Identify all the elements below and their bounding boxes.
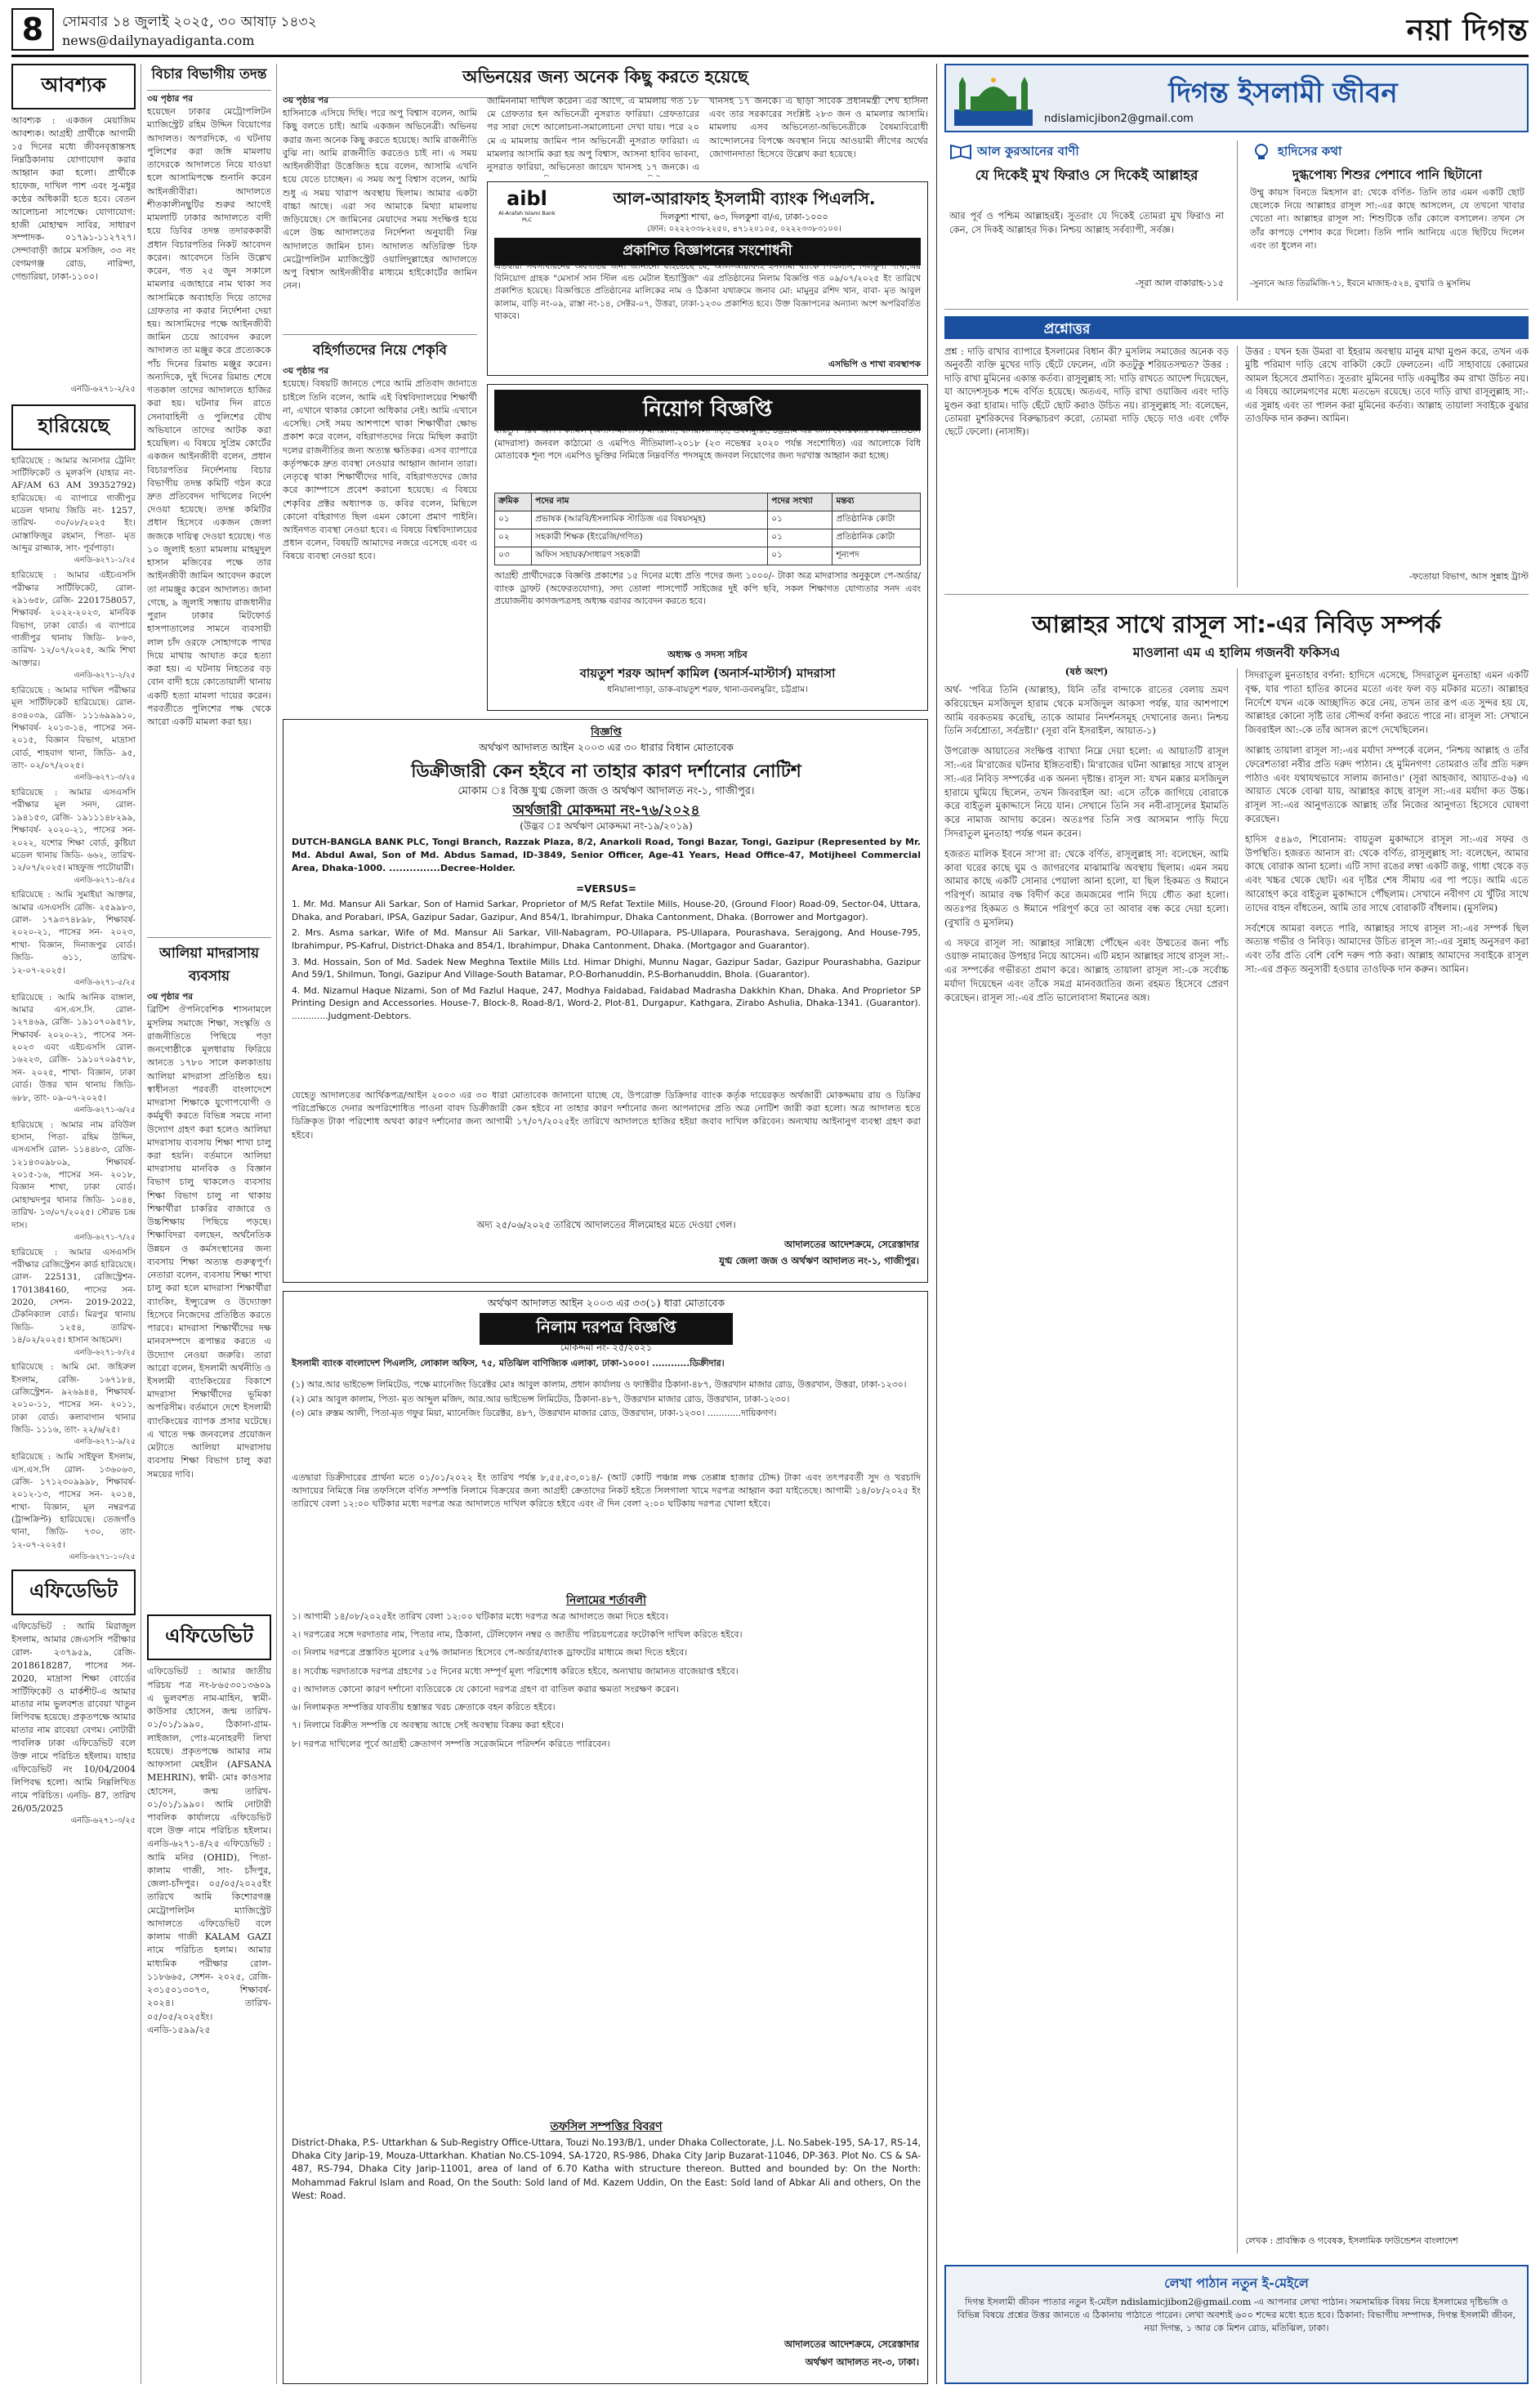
lost-item-code: এনডি-৬২৭১-৬/২৫ (74, 1105, 136, 1114)
job-table-cell: ০১ (495, 511, 532, 529)
lost-item-code: এনডি-৬২৭১-৫/২৫ (74, 977, 136, 987)
lost-item: হারিয়েছে : আমি আনিক বাঙ্গাল, আমার এস.এস.সি. রোল- ১২৭৪৬৯, রেজি- ১৯১০৭০৯৫৭৮, শিক্ষাবর্ষ- ২০২০-২১, পাসের সন- ২০২৩ এবং এইচএসসি রোল- ১৬২২৩, রেজি- ১৯১০৭০৯৫৭৮, সন- ২০২৫, শাখা- বিজ্ঞান, ঢাকা বোর্ড। উত্তর খান থানায় জিডি- ৬৮৮, তাং- ০৯-০৭-২০২৫। (11, 992, 136, 1103)
hadith-ref: -সুনানে আত তিরমিজি-৭১, ইবনে মাজাহ-৫২৪, বুখারি ও মুসলিম (1250, 279, 1471, 288)
defendant-entry: (৩) মোঃ রুস্তম আলী, পিতা-মৃত গফুর মিয়া, ম্যানেজিং ডিরেক্টর, ৪৮৭, উত্তরখান মাজার রোড, উত্তরখান, ঢাকা-১২৩০। ............দায়িকগণ। (292, 1408, 777, 1419)
islam-banner-title: দিগন্ত ইসলামী জীবন (1168, 77, 1398, 109)
email-line[interactable]: news@dailynayadiganta.com (62, 33, 255, 48)
job-ad (487, 384, 928, 711)
main-article-title: আল্লাহর সাথে রাসূল সা:-এর নিবিড় সম্পর্ক (1032, 610, 1441, 638)
lost-item-code: এনডি-৬২৭১-১০/২৫ (69, 1552, 136, 1562)
hadith-title: হাদিসের কথা (1278, 144, 1342, 159)
job-institution: বায়তুশ শরফ আদর্শ কামিল (অনার্স-মাস্টার্স) মাদরাসা (579, 666, 836, 681)
article-title-sau: বহির্গাতদের নিয়ে শেকৃবি (283, 334, 477, 363)
bank-logo-sub: Al-Arafah Islami Bank PLC (498, 210, 556, 223)
term-item: ৮। দরপত্র দাখিলের পূর্বে আগ্রহী ক্রেতাগণ সম্পত্তি সরেজমিনে পরিদর্শন করিতে পারিবেন। (292, 1738, 610, 1749)
defendant-entry: (২) মোঃ আবুল কালাম, পিতা- মৃত আব্দুল মজিদ, আর.আর ভাইভেন্স লিমিটেড, ঠিকানা-৪৮৭, উত্তরখান মাজার রোড, উত্তরখান, ঢাকা-১২৩০। (292, 1393, 790, 1404)
qa-title (944, 316, 1529, 339)
col5 (709, 95, 928, 176)
job-table-cell: প্রতিষ্ঠানিক কোটা (832, 529, 921, 547)
schedule-text: District-Dhaka, P.S- Uttarkhan & Sub-Registry Office-Uttara, Touzi No.193/B/1, under Dhaka Collectorate, J.L. No.Sabek-195, SA-17, RS-14, Dhaka City Jarip-19, Mouza-Uttarkhan. Khatian No.CS-1094, SA-1720, RS-986, Dhaka City Jarip Buzarat-11046, DP-363. Plot No. CS & SA-487, RS-794, Dhaka City Jarip-11001, area of land of 6.70 Katha with structure thereon. Butted and bounded by: On the North: Mohammad Fakrul Islam and Road, On the South: Sold land of Md. Kazem Uddin, On the East: Sold land of Abkar Ali and others, On the West: Road. (292, 2137, 921, 2201)
schedule-title: তফসিল সম্পত্তির বিবরণ (550, 2120, 663, 2133)
lost-item: হারিয়েছে : আমার এসএসসি পরীক্ষার মূল সনদ, রোল- ১৯৪১৫৩, রেজি- ১৯১১১৪৮২৯৯, শিক্ষাবর্ষ- ২০২০-২১, পাসের সন- ২০২২, যশোর শিক্ষা বোর্ড, কুষ্টিয়া মডেল থানায় জিডি- ৬৬২, তারিখ- ১২/০৭/২০২৫। মাহফুজ পাটোয়ারী। (11, 788, 136, 873)
notice-sign-2: যুগ্ম জেলা জজ ও অর্থঋণ আদালত নং-১, গাজীপুর। (719, 1255, 919, 1266)
qa-ref: -ফতোয়া বিভাগ, আস সুন্নাহ ট্রাস্ট (1408, 571, 1529, 582)
page-header (11, 8, 1529, 57)
term-item: ৭। নিলামে বিক্রীত সম্পত্তি যে অবস্থায় আছে সেই অবস্থায় বিক্রয় করা হইবে। (292, 1720, 564, 1731)
article-title-acting: অভিনয়ের জন্য অনেক কিছু করতে হয়েছে (283, 64, 928, 98)
article-text-acting: হাসিনাকে এসিয়ে দিছি। পরে অপু বিশ্বাস বলেন, আমি কিছু বলতে চাই। আমি একজন অভিনেত্রী। অভিনয় করার জন্য অনেক কিছু করতে হয়েছে। আমি রাজনীতি বুঝি না। আমি রাজনীতি করতেও চাই না। এ সময় আইনজীবীরা উত্তেজিত হয়ে বলেন, আসামি এখনি হয়ে যেতে চাচ্ছেন। এ সময় অপু বিশ্বাস বলেন, আমি শুধু এ সময় খারাপ অবস্থায় ছিলাম। আমার একটা বাচ্চা আছে। এরা সব আমাকে মিথ্যা মামলায় জড়িয়েছে। সে জামিনের মেয়াদের সময় সংক্ষিপ্ত হয়ে এলে উচ্চ আদালতের নির্দেশনা অনুযায়ী নিম্ন আদালতে জামিন চান। আদালত অতিরিক্ত চিফ মেট্রোপলিটন ম্যাজিস্ট্রেট ওয়ালিদুল্লাহের আদালতে অপু বিশ্বাস আইনজীবীর মাধ্যমে হাইকোর্টের জামিন নেন। (283, 108, 477, 292)
lost-item-code: এনডি-৬২৭১-৮/২৫ (74, 1347, 136, 1357)
lost-list (11, 455, 136, 1563)
debtor-entry: 4. Md. Nizamul Haque Nizami, Son of Md Fazlul Haque, 247, Modhya Faidabad, Faidabad Madrasha Dakkhin Khan, Dhaka. And Proprietor SP Printing Design and Accessories. House-7, Block-8, Road-8/1, Word-2, Plot-81, Durgapur, Kathgara, Zirabo Ashulia, Dhaka-1341. (Guarantor). .............Judgment-Debtors. (292, 985, 921, 1022)
defendant-list (292, 1378, 921, 1468)
term-item: ২। দরপত্রের সঙ্গে দরদাতার নাম, পিতার নাম, ঠিকানা, টেলিফোন নম্বর ও জাতীয় পরিচয়পত্রের ফটোকপি দাখিল করিতে হইবে। (292, 1629, 743, 1641)
article-paragraph: এ সফরে রাসূল সা: আল্লাহর সান্নিধ্যে পৌঁছেন এবং উম্মতের জন্য পাঁচ ওয়াক্ত নামাজের উপহার নিয়ে আসেন। এটি মহান আল্লাহর সাথে রাসূল সা:-এর সম্পর্কের গভীরতা প্রমাণ করে। আল্লাহ তায়ালা রাসূল সা:-কে সর্বোচ্চ মর্যাদা দিয়েছেন এবং তাঁকে সমগ্র মানবজাতির জন্য রহমত হিসেবে প্রেরণ করেছেন। রাসূল সা:-এর প্রতি ভালোবাসা ঈমানের অঙ্গ। (944, 936, 1229, 1003)
article-paragraph: সিদরাতুল মুনতাহার বর্ণনা: হাদিসে এসেছে, সিদরাতুল মুনতাহা এমন একটি বৃক্ষ, যার পাতা হাতির কানের মতো এবং ফল বড় মটকার মতো। আল্লাহর নির্দেশে যখন একে আচ্ছাদিত করে নেয়, তখন তার রূপ এত সুন্দর হয় যে, আল্লাহর কোনো সৃষ্টি তার সৌন্দর্য বর্ণনা করতে পারে না। রাসূল সা: সেখানে জিবরাইল আ:-কে তাঁর আসল রূপে দেখেছিলেন। (1245, 669, 1529, 736)
terms-title: নিলামের শর্তাবলী (566, 1594, 646, 1607)
divider (1237, 668, 1238, 2253)
job-table-row (495, 529, 921, 547)
islam-section (944, 64, 1529, 2384)
job-body: আগ্রহী প্রার্থীদেরকে বিজ্ঞপ্তি প্রকাশের ১৫ দিনের মধ্যে প্রতি পদের জন্য ১০০০/- টাকা অত্র মাদরাসার অনুকূলে পে-অর্ডার/ব্যাংক ড্রাফট (অফেরতযোগ্য), সদ্য তোলা পাসপোর্ট সাইজের দুই কপি ছবি, সকল শিক্ষাগত যোগ্যতার সনদ এবং প্রয়োজনীয় কাগজপত্রসহ অধ্যক্ষ বরাবর আবেদন করতে হবে। (494, 570, 921, 607)
col1 (11, 64, 136, 2384)
job-table-cell: ০৩ (495, 547, 532, 565)
article-text-inquiry: হয়েছেন ঢাকার মেট্রোপলিটন ম্যাজিস্ট্রেট রহিম উদ্দিন বিয়োগের আদালত। অপরদিকে, এ ঘটনায় পুলিশের করা জঙ্গি মামলায় তাদেরকে আদালতে নিয়ে যাওয়া হলে আসামিপক্ষে শুনানি করেন আইনজীবীরা। আদালতে শীতকালীনছুটির শুরুর আগেই মামলাটি ঢাকার আদালতে বাদী হয়ে ডিবির তদন্ত তদারককারী প্রধান বিচারপতির নিকট আবেদন করেন। আবেদনে তিনি উল্লেখ করেন, গত ২৫ জুন সকালে মামলার এজাহারে নাম থাকা সব আসামিকে অব্যাহতি দিয়ে তাদের গ্রেফতার না করার নির্দেশনা দেয়া হয়। আসামিদের পক্ষে আইনজীবী জামিন চেয়ে আবেদন করলে আদালত তা মঞ্জুর করে প্রত্যেককে পাঁচ দিনের রিমান্ড মঞ্জুর করেন। অন্যদিকে, দুই দিনের রিমান্ড শেষে গতকাল তাদের আদালতে হাজির করা হয়। ঘটনার দিন রাতে সেনাবাহিনী ও পুলিশের যৌথ অভিযানে তাদের আটক করা হয়েছিল। এ বিষয়ে সুপ্রিম কোর্টের একজন আইনজীবী বলেন, প্রধান বিচারপতির নির্দেশনায় বিচার বিভাগীয় তদন্ত কমিটি গঠন করে দ্রুত প্রতিবেদন দাখিলের নির্দেশ দেওয়া হয়েছে। তদন্ত কমিটির প্রধান হিসেবে একজন জেলা জজকে দায়িত্ব দেওয়া হয়েছে। গত ১০ জুলাই হত্যা মামলায় মাহমুদুল হাসান মজিবের পক্ষে তার আইনজীবী জামিন আবেদন করলে তা নামঞ্জুর করেন আদালত। জানা গেছে, ৯ জুলাই সন্ধ্যায় রাজধানীর পুরান ঢাকার মিটফোর্ড হাসপাতালের সামনে ব্যবসায়ী লাল চাঁদ ওরফে সোহাগকে পাথর দিয়ে মাথায় আঘাত করে হত্যা করা হয়। এ ঘটনায় নিহতের বড় বোন বাদী হয়ে কোতোয়ালী থানায় একটি হত্যা মামলা দায়ের করেন। পরবর্তীতে পুলিশের পক্ষ থেকে আরো একটি মামলা করা হয়। (147, 106, 271, 727)
notice-case-from: (উদ্ভব ঃ অর্থঋণ মোকদ্দমা নং-১৯/২০১৯) (520, 820, 693, 832)
lost-item-code: এনডি-৬২৭১-২/২৫ (74, 671, 136, 681)
book-icon (949, 142, 972, 160)
correction-text: এতদ্বারা সর্বসাধারনের অবগতির জন্য জানানো যাইতেছে যে, আল-আরাফাহ ইসলামী ব্যাংক পিএলসি, দিলকুশা শাখা,এর বিনিয়োগ গ্রাহক "মেসার্স সান স্টিল এন্ড মেটাল ইন্ডাস্ট্রিজ" এর প্রতিষ্ঠানের নিলাম বিজ্ঞপ্তি গত ০৯/০৭/২০২৫ ইং তারিখে প্রকাশিত হয়েছে। বিজ্ঞপ্তিতে প্রতিষ্ঠানের মালিকের নাম ও ঠিকানা যথাক্রমে জনাব মো: মামুনুর রশিদ খান, বাবা- মৃত আবুল কালাম, বাড়ি নং-০৯, রাস্তা নং-১৪, সেক্টর-০৭, উত্তরা, ঢাকা-১২৩০ প্রকাশিত হবে। উক্ত বিজ্ঞাপনের অন্যান্য অংশ অপরিবর্তিত থাকবে। (494, 261, 921, 321)
affidavit-heading: এফিডেভিট (11, 1570, 136, 1615)
bank-signature: এসভিপি ও শাখা ব্যবস্থাপক (828, 359, 921, 369)
bank-logo (494, 187, 560, 231)
affidavit-text: এফিডেভিট : আমি মিরাজুল ইসলাম, আমার জেএসসি পরীক্ষার রোল- ২৩৭৯৫৯, রেজি- 2018618287, পাসের সন- 2020, মাদ্রাসা শিক্ষা বোর্ডের সার্টিফিকেট ও মার্কশীট-এ আমার মাতার নাম ভুলবশত রাবেয়া খাতুন লিপিবদ্ধ হয়েছে। প্রকৃতপক্ষে আমার মাতার নাম রাবেয়া বেগম। নোটারী পাবলিক ঢাকা এফিডেভিট বলে উক্ত নামে পরিচিত হইলাম। যাহার এফিডেভিট নং 10/04/2004 লিপিবদ্ধ হলো। আমি নিম্নলিখিত নামে পরিচিত। এনডি- 87, তারিখ 26/05/2025 (11, 1620, 136, 1814)
notice-law: অর্থঋণ আদালত আইন ২০০৩ এর ৩০ ধারার বিধান মোতাবেক (479, 741, 734, 753)
job-table-cell: প্রতিষ্ঠানিক কোটা (832, 511, 921, 529)
date-line: সোমবার ১৪ জুলাই ২০২৫, ৩০ আষাঢ় ১৪৩২ (62, 14, 317, 30)
footer-text: দিগন্ত ইসলামী জীবন পাতার নতুন ই-মেইল ndislamicjibon2@gmail.com -এ আপনার লেখা পাঠান। সমসাময়িক বিষয় নিয়ে ইসলামের দৃষ্টিভঙ্গি ও বিভিন্ন বিষয়ে প্রশ্নের উত্তর জানতে এ ঠিকানায় পাঠাতে পারেন। লেখা অবশ্যই ৬০০ শব্দের মধ্যে হতে হবে। ঠিকানা: বিভাগীয় সম্পাদক, দিগন্ত ইসলামী জীবন, নয়া দিগন্ত, ১ আর কে মিশন রোড, মতিঝিল, ঢাকা। (957, 2297, 1516, 2334)
job-table-wrap (494, 493, 921, 565)
main-article-part: (ষষ্ঠ অংশ) (1065, 666, 1109, 677)
qa-box (944, 309, 1529, 595)
footer-title: লেখা পাঠান নতুন ই-মেইলে (1164, 2275, 1309, 2291)
islam-footer (944, 2265, 1529, 2384)
qa-title-text: প্রশ্নোত্তর (1043, 321, 1091, 337)
article-paragraph: উপরোক্ত আয়াতের সংক্ষিপ্ত ব্যাখ্যা নিম্নে দেয়া হলো: এ আয়াতটি রাসূল সা:-এর মি'রাজের ঘটনার ইঙ্গিতবাহী। মি'রাজের ঘটনা আল্লাহর সাথে রাসূল সা:-এর নিবিড় সম্পর্কের এক অনন্য দৃষ্টান্ত। রাসূল সা: যখন মক্কার মসজিদুল হারামে ঘুমিয়ে ছিলেন, তখন জিবরাইল আ: এসে তাঁকে জাগিয়ে বোরাকে করে বাইতুল মুকাদ্দাসে নিয়ে যান। সেখানে তিনি সব নবী-রাসূলের ইমামতি করে নামাজ আদায় করেন। অতঃপর তিনি সপ্ত আসমান পাড়ি দিয়ে সিদরাতুল মুনতাহা পর্যন্ত গমন করেন। (944, 745, 1229, 839)
article-text-aliya: ব্রিটিশ ঔপনিবেশিক শাসনামলে মুসলিম সমাজে শিক্ষা, সংস্কৃতি ও রাজনীতিতে পিছিয়ে পড়া জনগোষ্ঠীকে মূলধারায় ফিরিয়ে আনতে ১৭৮০ সালে কলকাতায় আলিয়া মাদরাসা প্রতিষ্ঠিত হয়। স্বাধীনতা পরবর্তী বাংলাদেশে মাদরাসা শিক্ষাকে যুগোপযোগী ও কর্মমুখী করতে বিভিন্ন সময়ে নানা উদ্যোগ গ্রহণ করা হলেও আলিয়া মাদরাসায় ব্যবসায় শিক্ষা শাখা চালু করা হয়নি। বর্তমানে আলিয়া মাদরাসায় মানবিক ও বিজ্ঞান বিভাগ চালু থাকলেও ব্যবসায় শিক্ষা বিভাগ চালু না থাকায় শিক্ষার্থীরা চাকরির বাজারে ও উচ্চশিক্ষায় পিছিয়ে পড়ছে। শিক্ষাবিদরা বলছেন, অর্থনৈতিক উন্নয়ন ও কর্মসংস্থানের জন্য ব্যবসায় শিক্ষা অত্যন্ত গুরুত্বপূর্ণ। নেতারা বলেন, ব্যবসায় শিক্ষা শাখা চালু করা হলে মাদরাসা শিক্ষার্থীরা ব্যাংকিং, ইন্স্যুরেন্স ও উদ্যোক্তা হিসেবে নিজেদের প্রতিষ্ঠিত করতে পারবে। মাদরাসা শিক্ষার্থীদের দক্ষ মানবসম্পদে রূপান্তর করতে এ উদ্যোগ নেওয়া জরুরি। তারা আরো বলেন, ইসলামী অর্থনীতি ও ইসলামী ব্যাংকিংয়ের বিকাশে মাদরাসা শিক্ষার্থীদের ভূমিকা অপরিসীম। বর্তমানে দেশে ইসলামী ব্যাংকিংয়ের ব্যাপক প্রসার ঘটেছে। এ খাতে দক্ষ জনবলের প্রয়োজন মেটাতে আলিয়া মাদরাসায় ব্যবসায় শিক্ষা বিভাগ চালু করা সময়ের দাবি। (147, 1004, 271, 1480)
article-writer: লেখক : প্রাবন্ধিক ও গবেষক, ইসলামিক ফাউন্ডেশন বাংলাদেশ (1245, 2235, 1458, 2246)
job-table-cell: ০১ (768, 529, 832, 547)
job-signer: অধ্যক্ষ ও সদস্য সচিব (667, 649, 748, 660)
notice-label: বিজ্ঞপ্তি (591, 726, 622, 739)
lost-item-code: এনডি-৬২৭১-১/২৫ (74, 556, 136, 565)
needed-code: এনডি-৬২৭১-২/২৫ (70, 385, 136, 394)
correction-title: প্রকাশিত বিজ্ঞাপনের সংশোধনী (494, 238, 921, 266)
col2 (147, 64, 271, 2384)
affidavit-code: এনডি-৬২৭১-৩/২৫ (70, 1815, 136, 1825)
lost-item: হারিয়েছে : আমার আনসার ট্রেনিং সার্টিফিকেট ও মূলকপি (যাহার নং- AF/AM 63 AM 39352792) হারিয়েছে। এ ব্যাপারে গাজীপুর মডেল থানায় জিডি নং- 1257, তারিখ- ৩০/০৮/২০২৫ ইং। মোস্তাফিজুর রহমান, পিতা- মৃত আব্দুর রাজ্জাক, সাং- পূর্বপাড়া। (11, 455, 136, 554)
quran-title: আল কুরআনের বাণী (977, 144, 1079, 159)
auction-plaintiff: ইসলামী ব্যাংক বাংলাদেশ পিএলসি, লোকাল অফিস, ৭৫, মতিঝিল বাণিজ্যিক এলাকা, ঢাকা-১০০০। ............ডিক্রীদার। (292, 1358, 725, 1369)
lost-item: হারিয়েছে : আমার নাম রবিউল হাসান, পিতা- রহিম উদ্দিন, এসএসসি রোল- ১১৪৪৮৩, রেজি- ১২১৪৩০৯৮০৯, শিক্ষাবর্ষ- ২০১৫-১৬, পাসের সন- ২০১৮, বিজ্ঞান শাখা, ঢাকা বোর্ড। মোহাম্মদপুর থানার জিডি- ১০৪৪, তারিখ- ১৩/০৭/২০২৫। সৌরভ চন্দ্র দাস। (11, 1119, 136, 1230)
article-paragraph: সর্বশেষে আমরা বলতে পারি, আল্লাহর সাথে রাসূল সা:-এর সম্পর্ক ছিল অত্যন্ত গভীর ও নিবিড়। আমাদের উচিত রাসূল সা:-এর সুন্নাহ অনুসরণ করা এবং তাঁর প্রতি বেশি বেশি দরুদ পাঠ করা। আল্লাহ আমাদের সবাইকে রাসূল সা:-এর প্রকৃত অনুসারী হওয়ার তাওফিক দান করুন। আমিন। (1245, 922, 1529, 975)
from-page: ৩য় পৃষ্ঠার পর (147, 94, 194, 104)
needed-text: আবশ্যক : একজন মেয়াজিম আবশ্যক। আগ্রহী প্রার্থীকে আগামী ১৫ দিনের মধ্যে জীবনবৃত্তান্তসহ নিম্নঠিকানায় যোগাযোগ করার আহ্বান করা হলো। প্রার্থীকে হাফেজ, দাখিল পাশ এবং সু-মধুর কন্ঠের অধিকারী হতে হবে। বেতন আলোচনা সাপেক্ষে। যোগাযোগ: হাজী মোহাম্মদ সাবির, সাধারণ সম্পাদক- ০১৭৯১-১১২৭২৭। সেন্দাবাড়ী জামে মসজিদ, ৩৩ নং বেগমগঞ্জ রোড, নারিন্দা, গেন্ডারিয়া, ঢাকা-১১০০। (11, 115, 136, 283)
article-text-acting-end: খানসহ ১৭ জনকে। এ ছাড়া সাবেক প্রধানমন্ত্রী শেখ হাসিনা এবং তার সরকারের সংশ্লিষ্ট ২৮৩ জন ও মামলার আসামি। মামলায় এসব অভিনেতা-অভিনেত্রীকে বৈষম্যবিরোধী আন্দোলনের বিপক্ষে অবস্থান নিয়ে আওয়ামী লীগের অর্থের জোগানদাতা হিসেবে উল্লেখ করা হয়েছে। (709, 96, 928, 159)
article-column-b (1245, 668, 1529, 2229)
quran-head: যে দিকেই মুখ ফিরাও সে দিকেই আল্লাহর (975, 167, 1199, 184)
job-table-cell: ০২ (495, 529, 532, 547)
auction-law: অর্থঋণ আদালত আইন ২০০৩ এর ৩৩(১) ধারা মোতাবেক (487, 1297, 725, 1309)
divider (276, 64, 277, 2384)
job-table-header: মন্তব্য (832, 493, 921, 511)
main-article-author: মাওলানা এম এ হালিম গজনবী ফকিসএ (1132, 645, 1341, 660)
job-inst-address: ধনিয়ালাপাড়া, ডাক-বায়তুশ শরফ, থানা-ডবলমুরিং, চট্টগ্রাম। (607, 685, 808, 694)
job-table-cell: ০১ (768, 511, 832, 529)
bank-address: দিলকুশা শাখা, ৬৩, দিলকুশা বা/এ, ঢাকা-১০০০ (660, 212, 828, 222)
page-number: 8 (11, 8, 54, 51)
job-table-header: পদের সংখ্যা (768, 493, 832, 511)
debtor-entry: 1. Mr. Md. Mansur Ali Sarkar, Son of Hamid Sarkar, Proprietor of M/S Refat Textile Mills, House-20, (Ground Floor) Road-09, Sector-04, Uttara, Dhaka, and Porabari, IPSA, Gazipur Sadar, Gazipur, And 854/1, Ibrahimpur, Dhaka Cantonment, Dhaka. (Borrower and Mortgagor). (292, 899, 921, 922)
lost-item: হারিয়েছে : আমি মো. জহিরুল ইসলাম, রেজি- ১৬৭১৮৪, রেজিস্ট্রেশন- ৯২৬৯৪৪, শিক্ষাবর্ষ- ২০১০-১১, পাসের সন- ২০১১, ঢাকা বোর্ড। কলাবাগান থানার জিডি- ১১১৬, তাং- ২২/৬/২৫। (11, 1362, 136, 1436)
divider (1237, 346, 1238, 587)
article-paragraph: হাদিস ৫৪৯৩, শিরোনাম: বায়তুল মুকাদ্দাসে রাসূল সা:-এর সফর ও উপস্থিতি। হজরত আনাস রা: থেকে বর্ণিত, রাসূলুল্লাহ সা: বলেছেন, আমার কাছে বোরাক আনা হলো। এটি সাদা রঙের লম্বা একটি জন্তু, গাধা থেকে বড় এবং খচ্চর থেকে ছোট। এর দৃষ্টির শেষ সীমায় এর পা পড়ে। আমি এতে আরোহণ করে বাইতুল মুকাদ্দাসে পৌঁছলাম। সেখানে নবীগণ যে খুঁটির সাথে তাদের বাহন বাঁধতেন, আমি তার সাথে বোরাকটি বাঁধলাম। (মুসলিম) (1245, 833, 1529, 913)
auction-sign-2: অর্থঋণ আদালত নং-৩, ঢাকা। (805, 2356, 919, 2368)
job-table (494, 493, 921, 565)
defendant-entry: (১) আর.আর ভাইভেন্স লিমিটেড, পক্ষে ম্যানেজিং ডিরেক্টর মোঃ আবুল কালাম, প্রধান কার্যালয় ও ফ্যাক্টরীর ঠিকানা-৪৮৭, উত্তরখান মাজার রোড, উত্তরখান, উত্তরা, ঢাকা-১২৩০। (292, 1379, 907, 1390)
job-table-cell: ০১ (768, 547, 832, 565)
term-item: ৪। সর্বোচ্চ দরদাতাকে দরপত্র গ্রহণের ১৫ দিনের মধ্যে সম্পূর্ণ মূল্য পরিশোধ করিতে হইবে, অন্যথায় জামানত বাজেয়াপ্ত হইবে। (292, 1665, 739, 1677)
from-page: ৩য় পৃষ্ঠার পর (147, 992, 194, 1003)
hadith-box (1245, 141, 1529, 301)
term-item: ১। আগামী ১৪/০৮/২০২৫ইং তারিখ বেলা ১২:০০ ঘটিকার মধ্যে দরপত্র অত্র আদালতে জমা দিতে হইবে। (292, 1611, 669, 1622)
notice-date: অদ্য ২৫/০৬/২০২৫ তারিখে আদালতের সীলমোহর মতে দেওয়া গেল। (476, 1219, 736, 1230)
job-table-row (495, 511, 921, 529)
article-title-aliya: আলিয়া মাদরাসায় ব্যবসায় (147, 937, 271, 989)
job-intro: বায়তুশ শরফ আদর্শ কামিল (অনার্স-মাস্টার্স) মাদরাসা, ধনিয়ালাপাড়া, ডবলমুরিং, চট্টগ্রাম এর জন্য বেসরকারি শিক্ষা প্রতিষ্ঠান (মাদরাসা) জনবল কাঠামো ও এমপিও নীতিমালা-২০১৮ (২৩ নভেম্বর ২০২০ পর্যন্ত সংশোধিত) এর আলোকে বিধি মোতাবেক শূন্য পদে এমপিও ভুক্তির নিমিত্তে নিম্নবর্ণিত পদসমূহে জনবল নিয়োগের জন্য দরখাস্ত আহ্বান করা হচ্ছে। (494, 425, 921, 462)
term-item: ৩। নিলাম দরপত্রে প্রস্তাবিত মূল্যের ২৫% জামানত হিসেবে পে-অর্ডার/ব্যাংক ড্রাফটের মাধ্যমে জমা দিতে হইবে। (292, 1647, 688, 1659)
from-page: ৩য় পৃষ্ঠার পর (283, 366, 329, 377)
versus: =VERSUS= (576, 883, 636, 895)
bank-logo-abbr: aibl (507, 187, 547, 210)
auction-case: মোকদ্দমা নং- ২৫/২০২১ (560, 1342, 653, 1353)
col4 (487, 95, 699, 176)
job-table-header: পদের নাম (532, 493, 768, 511)
job-table-row (495, 547, 921, 565)
article-paragraph: আল্লাহ তায়ালা রাসূল সা:-এর মর্যাদা সম্পর্কে বলেন, 'নিশ্চয় আল্লাহ ও তাঁর ফেরেশতারা নবীর প্রতি দরুদ পাঠান। হে মুমিনগণ! তোমরাও তাঁর প্রতি দরুদ পাঠাও এবং যথাযথভাবে সালাম জানাও।' (সূরা আহজাব, আয়াত-৫৬) এ আয়াত থেকে বোঝা যায়, আল্লাহর কাছে রাসূল সা:-এর মর্যাদা কত উচ্চ। রাসূল সা:-এর আনুগত্যকে আল্লাহ তাঁর নিজের আনুগত্য হিসেবে ঘোষণা করেছেন। (1245, 744, 1529, 824)
hadith-text: উম্মু কায়স বিনতে মিহসান রা: থেকে বর্ণিত- তিনি তার এমন একটি ছোট ছেলেকে নিয়ে আল্লাহর রাসূল সা:-এর কাছে আসলেন, যে তখনো খাবার খেতো না। আল্লাহর রাসূল সা: শিশুটিকে তাঁর কোলে বসালেন। তখন সে তাঁর কাপড়ে পেশাব করে দিলো। তিনি পানি আনিয়ে এতে ছিটিয়ে দিলেন এবং তা ধুলেন না। (1250, 187, 1524, 251)
lost-heading: হারিয়েছে (11, 404, 136, 450)
needed-heading: আবশ্যক (11, 64, 136, 109)
court-notice (283, 719, 928, 1283)
mosque-icon (954, 72, 1033, 126)
job-table-cell: সহকারী শিক্ষক (ইংরেজি/গণিত) (532, 529, 768, 547)
debtor-list (292, 898, 921, 1086)
article-paragraph: হজরত মালিক ইবনে সা'সা রা: থেকে বর্ণিত, রাসূলুল্লাহ সা: বলেছেন, আমি কাবা ঘরের কাছে ঘুম ও জাগরণের মাঝামাঝি অবস্থায় ছিলাম। এমন সময় আমার কাছে একটি সোনার পেয়ালা আনা হলো, যা ছিল হিকমত ও ঈমানে পরিপূর্ণ। আমার বক্ষ বিদীর্ণ করে জমজমের পানি দিয়ে ধৌত করা হলো। অতঃপর হিকমত ও ঈমানে পরিপূর্ণ করে তা আবার বন্ধ করে দেয়া হলো। (বুখারি ও মুসলিম) (944, 847, 1229, 928)
lost-item-code: এনডি-৬২৭১-৯/২৫ (74, 1437, 136, 1447)
lost-item-code: এনডি-৬২৭১-৪/২৫ (74, 875, 136, 885)
article-text-acting-cont: জামিননামা দাখিল করেন। এর আগে, এ মামলায় গত ১৮ মে গ্রেফতার হন অভিনেত্রী নুসরাত ফারিয়া। গ্রেফতারের পর সারা দেশে আলোচনা-সমালোচনা দেখা যায়। পরে ২০ মে এ মামলায় জামিন পান অভিনেত্রী নুসরাত ফারিয়া। এ মামলার আসামি করা হয় অপু বিশ্বাস, আসনা হাবিব ভাবনা, নুসরাত ফারিয়া, অভিনেতা জায়েদ খানসহ ১৭ জনকে। এ (487, 96, 699, 173)
from-page: ৩য় পৃষ্ঠার পর (283, 96, 329, 105)
job-table-cell: প্রভাষক (আরবি/ইসলামিক স্টাডিজ এর বিষয়সমূহ) (532, 511, 768, 529)
article-title-inquiry: বিচার বিভাগীয় তদন্ত (147, 64, 271, 91)
hadith-head: দুগ্ধপোষ্য শিশুর পেশাবে পানি ছিটানো (1292, 167, 1483, 182)
notice-title: ডিক্রীজারী কেন হইবে না তাহার কারণ দর্শানোর নোটিশ (411, 761, 801, 782)
qa-right: উত্তর : যখন হজ উমরা বা ইহরাম অবস্থায় মানুষ মাথা মুণ্ডন করে, তখন এক মুষ্টি পরিমাণ দাড়ি রেখে বাকিটা কেটে ফেলতেন। এটি সাহাবায়ে কেরামের আমল হিসেবে প্রমাণিত। সুতরাং মুমিনের দাড়ি একমুষ্টির কম রাখা উচিত নয়। এ বিষয়ে আলেমগণের মধ্যে মতভেদ রয়েছে। তবে দাড়ি রাখা রাসূলুল্লাহ সা:-এর সুন্নাহ এবং তা পালন করা মুমিনের কর্তব্য। আল্লাহ তায়ালা সবাইকে বুঝার তাওফিক দান করুন। আমিন। (1245, 346, 1529, 424)
lost-item-code: এনডি-৬২৭১-৩/২৫ (74, 773, 136, 783)
divider (1237, 141, 1238, 301)
divider (936, 64, 937, 2384)
terms-list (292, 1610, 921, 2109)
auction-title: নিলাম দরপত্র বিজ্ঞপ্তি (480, 1313, 733, 1345)
islam-banner (944, 64, 1529, 132)
job-table-cell: অফিস সহায়ক/সাধারণ সহকারী (532, 547, 768, 565)
job-title: নিয়োগ বিজ্ঞপ্তি (494, 390, 921, 431)
col3 (283, 95, 477, 626)
lost-item: হারিয়েছে : আমার দাখিল পরীক্ষার মূল সার্টিফিকেট হারিয়েছে। রোল- ৪৩৪০৩৯, রেজি- ১১১৬৯৯৯১০, শিক্ষাবর্ষ- ২০১৩-১৪, পাসের সন- ২০১৫, বিজ্ঞান বিভাগ, মাদ্রাসা বোর্ড, শাহবাগ থানা, জিডি- ৯৫, তাং- ০২/০৭/২০২৫। (11, 685, 136, 770)
auction-notice (283, 1291, 928, 2384)
notice-case-no: অর্থজারী মোকদ্দমা নং-৭৬/২০২৪ (512, 802, 700, 819)
quran-text: আর পূর্ব ও পশ্চিম আল্লাহরই। সুতরাং যে দিকেই তোমরা মুখ ফিরাও না কেন, সে দিকই আল্লাহর দিক। নিশ্চয় আল্লাহ সর্বব্যাপী, সর্বজ্ঞ। (949, 210, 1224, 235)
auction-body: এতদ্বারা ডিক্রীদারের প্রার্থনা মতে ০১/০১/২০২২ ইং তারিখ পর্যন্ত ৮,৫৫,৫৩,০১৪/- (আট কোটি পঞ্চান্ন লক্ষ তেপ্পান্ন হাজার চৌদ্দ) টাকা এবং তৎপরবর্তী সুদ ও খরচাদি আদায়ের নিমিত্তে নিম্ন তফসিলে বর্ণিত সম্পত্তি নিলামে বিক্রয়ের জন্য আগ্রহী ক্রেতাদের নিকট হইতে সিলগালা খামে দরপত্র আহ্বান করা যাইতেছে। আগামী ১৪/০৮/২০২৫ ইং তারিখে বেলা ১২:০০ ঘটিকার মধ্যে দরপত্র অত্র আদালতে দাখিল করিতে হইবে এবং ঐ দিন বেলা ২:০০ ঘটিকায় দরপত্র খোলা হইবে। (292, 1472, 921, 1510)
affidavit-heading-2: এফিডেভিট (147, 1614, 271, 1660)
debtor-entry: 3. Md. Hossain, Son of Md. Sadek New Meghna Textile Mills Ltd. Himar Dhighi, Munnu Nagar, Gazipur Sadar, Gazipur Pourashabha, Gazipur And 59/1, Shilmun, Tongi, Gazipur And Village-South Batamar, P.O-Borhanuddin, P.S-Borhanuddin, Bhola. (Guarantor). (292, 956, 921, 980)
decree-holder: DUTCH-BANGLA BANK PLC, Tongi Branch, Razzak Plaza, 8/2, Anarkoli Road, Tongi Bazar, Tongi, Gazipur (Represented by Mr. Md. Abdul Awal, Son of Md. Abdus Samad, ID-3849, Senior Officer, Age-41 Years, Head Office-47, Motijheel Commercial Area, Dhaka-1000. ...............Decree-Holder. (292, 837, 921, 873)
debtor-entry: 2. Mrs. Asma sarkar, Wife of Md. Mansur Ali Sarkar, Vill-Nabagram, PO-Ullapara, PS-Ullapara, Pourashava, Serajgong, And House-795, Ibrahimpur, PS-Kafrul, District-Dhaka and 854/1, Ibrahimpur, Dhaka Cantonment, Dhaka. (Mortgagor and Guarantor). (292, 927, 921, 951)
qa-left: প্রশ্ন : দাড়ি রাখার ব্যাপারে ইসলামের বিধান কী? মুসলিম সমাজের অনেক বড় অনুবর্তী ব্যক্তি মুখের দাড়ি ছেঁটে ফেলেন, এটা কতটুকু শরিয়তসম্মত? উত্তর : দাড়ি রাখা মুমিনের একান্ত কর্তব্য। রাসূলুল্লাহ সা: দাড়ি রাখতে আদেশ দিয়েছেন, যা আদেশসূচক শব্দে বর্ণিত হয়েছে। অতএব, দাড়ি রাখা ওয়াজিব এবং দাড়ি মুণ্ডন করা হারাম। দাড়ি ছেঁটে ছোট করাও উচিত নয়। রাসূলুল্লাহ সা: বলেছেন, তোমরা মুশরিকদের বিরুদ্ধাচরণ করো, তোমরা দাড়ি ছেড়ে দাও এবং গোঁফ ছেটে ফেলো। (নাসাঈ)। (944, 346, 1229, 438)
affidavit-text-2: এফিডেভিট : আমার জাতীয় পরিচয় পত্র নং-৮৬৫৩০১৩৬০৯ এ ভুলবশত নাম-মাহিন, স্বামী- কাউসার হোসেন, জন্ম তারিখ- ০১/০১/১৯৯০, ঠিকানা-গ্রাম- লাইজাল, পোঃ-মনোহরদী লিখা হয়েছে। প্রকৃতপক্ষে আমার নাম আফসানা মেহরীন (AFSANA MEHRIN), স্বামী- মোঃ কাওসার হোসেন, জন্ম তারিখ- ০১/০১/১৯৯০। আমি নোটারী পাবলিক কার্যালয়ে এফিডেভিট বলে উক্ত নামে পরিচিত হইলাম। এনডি-৬২৭১-৪/২৫ এফিডেভিট : আমি মনির (OHID), পিতা-কালাম গাজী, সাং- চাঁদপুর, জেলা-চাঁদপুর। ০৫/০৫/২০২৫ইং তারিখে আমি কিশোরগঞ্জ মেট্রোপলিটন ম্যাজিস্ট্রেট আদালতে এফিডেভিট বলে কালাম গাজী KALAM GAZI নামে পরিচিত হলাম। আমার মাধ্যমিক পরীক্ষার রোল- ১১৮৬৬৫, সেশন- ২০২৫, রেজি- ২৩১৫০১৩০৭৩, শিক্ষাবর্ষ- ২০২৪। তারিখ- ০৫/০৫/২০২৫ইং। এনডি-১৫৯৯/২৫ (147, 1666, 271, 2035)
newspaper-logo: নয়া দিগন্ত (1406, 14, 1529, 47)
term-item: ৫। আদালত কোনো কারণ দর্শানো ব্যতিরেকে যে কোনো দরপত্র গ্রহণ বা বাতিল করার ক্ষমতা সংরক্ষণ করেন। (292, 1683, 680, 1695)
job-table-header: ক্রমিক (495, 493, 532, 511)
auction-sign-1: আদালতের আদেশক্রমে, সেরেস্তাদার (784, 2338, 919, 2350)
lost-item: হারিয়েছে : আমি সাইফুল ইসলাম, এস.এস.সি রোল- ১৩৬০৬৩, রেজি- ১৭১২৩০৯৯৯৮, শিক্ষাবর্ষ- ২০১২-১৩, পাসের সন- ২০১৪, শাখা- বিজ্ঞান, মূল নম্বরপত্র (ট্রান্সক্রিপ্ট) হারিয়েছে। তেজগাঁও থানা, জিডি- ৭৩০, তাং- ১২-০৭-২০২৫। (11, 1452, 136, 1550)
lost-item-code: এনডি-৬২৭১-৭/২৫ (74, 1232, 136, 1242)
islam-banner-email[interactable]: ndislamicjibon2@gmail.com (1044, 113, 1194, 125)
notice-sign-1: আদালতের আদেশক্রমে, সেরেস্তাদার (784, 1239, 919, 1250)
notice-court: মোকাম ঃ বিজ্ঞ যুগ্ম জেলা জজ ও অর্থঋণ আদালত নং-১, গাজীপুর। (458, 785, 755, 797)
article-text-sau: হয়েছে। বিষয়টি জানতে পেরে আমি প্রতিবাদ জানাতে চাইলে তিনি বলেন, আমি এই বিশ্ববিদ্যালয়ের শিক্ষার্থী না, এখানে থাকার কোনো অধিকার নেই। আমি এখানে এসেছি। সেই সময় আশপাশে থাকা শিক্ষার্থীরা ক্ষোভ প্রকাশ করে বলেন, বহিরাগতদের নিয়ে মিছিল করাটা দলের রাজনীতির জন্য অত্যন্ত ক্ষতিকর। এসব ব্যাপারে কর্তৃপক্ষকে দ্রুত ব্যবস্থা নেওয়ার আহ্বান জানান তারা। নেতৃত্বে থাকা শিক্ষার্থীদের দাবি, বহিরাগতদের জোর করে ক্যাম্পাসে প্রবেশ করানো হয়েছে। এ বিষয়ে শেকৃবির প্রক্টর অধ্যাপক ড. কবির বলেন, মিছিলে কোনো বহিরাগত ছিল এমন কোনো প্রমাণ পাইনি। আইনগত ব্যবস্থা নেওয়া হবে। এ বিষয়ে বিশ্ববিদ্যালয়ের প্রধান বলেন, বিষয়টি আমাদের নজরে এসেছে এবং এ বিষয়ে ব্যবস্থা নেওয়া হবে। (283, 378, 477, 562)
lost-item: হারিয়েছে : আমার এইচএসসি পরীক্ষার সার্টিফিকেট, রোল- ২৯১৬৫৮, রেজি- 2201758057, শিক্ষাবর্ষ- ২০২২-২০২৩, মানবিক বিভাগ, ঢাকা বোর্ড। এ ব্যাপারে গাজীপুর থানায় জিডি- ৮৬৩, তারিখ- ১২/০৭/২০২৫, আমি শিখা আক্তার। (11, 570, 136, 668)
article-column-a (944, 683, 1229, 2252)
article-paragraph: অর্থ- 'পবিত্র তিনি (আল্লাহ), যিনি তাঁর বান্দাকে রাতের বেলায় ভ্রমণ করিয়েছেন মসজিদুল হারাম থেকে মসজিদুল আকসা পর্যন্ত, যার আশপাশে আমি বরকতময় করেছি, তাকে আমার নিদর্শনসমূহ দেখানোর জন্য। নিশ্চয় তিনি সর্বশ্রোতা, সর্বদ্রষ্টা।' (সূরা বনি ইসরাইল, আয়াত-১) (944, 684, 1229, 737)
bank-name: আল-আরাফাহ ইসলামী ব্যাংক পিএলসি. (613, 189, 876, 208)
lamp-icon (1250, 142, 1273, 160)
quran-ref: -সূরা আল বাকারাহ-১১৫ (1135, 278, 1224, 288)
job-table-cell: শূন্যপদ (832, 547, 921, 565)
lost-item: হারিয়েছে : আমি সুমাইয়া আক্তার, আমার এসএসসি রেজি- ২৫৯৯৮৩, রোল- ১৭৯৩৭৪৮৯৮, শিক্ষাবর্ষ- ২০২০-২১, পাসের সন- ২০২৩, শাখা- বিজ্ঞান, দিনাজপুর বোর্ড। জিডি- ৬১১, তারিখ- ১২-০৭-২০২৫। (11, 890, 136, 976)
quran-box (944, 141, 1229, 301)
lost-item: হারিয়েছে : আমার এসএসসি পরীক্ষার রেজিস্ট্রেশন কার্ড হারিয়েছে। রোল- 225131, রেজিস্ট্রেশন- 1701384160, পাসের সন- 2020, সেশন- 2019-2022, টেকনিক্যাল বোর্ড। মিরপুর থানায় জিডি- ১২৫৪, তারিখ- ১৪/০২/২০২৫। হাসান আহমেদ। (11, 1247, 136, 1346)
bank-correction-ad (487, 181, 928, 376)
bank-phone: ফোন: ০২২২৩৩৮২২৫০, ৪৭১২০১০৫, ০২২২৩৩৮৩১০০। (646, 225, 842, 234)
term-item: ৬। নিলামকৃত সম্পত্তির যাবতীয় হস্তান্তর খরচ ক্রেতাকে বহন করিতে হইবে। (292, 1702, 556, 1713)
notice-body: যেহেতু আদালতের আর্থিকপত্র/আইন ২০০৩ এর ৩০ ধারা মোতাবেক জানানো যাচ্ছে যে, উপরোক্ত ডিক্রিদার ব্যাংক কর্তৃক দায়েরকৃত অর্থজারী মোকদ্দমায় রায় ও ডিক্রির পরিপ্রেক্ষিতে দেনার অপরিশোধিত পাওনা বাবদ ডিক্রীজারী কেন হইবে না তাহার কারণ দর্শানোর জন্য আপনাদের প্রতি অত্র নোটিশ জারী করা হলো। অত্র আদালত হতে ডিক্রিকৃত টাকা পরিশোধ অথবা কারণ দর্শানোর জন্য আগামী ১৭/০৭/২০২৫ইং তারিখে আদালতে হাজির হইয়া জবাব দাখিল করিবেন। অন্যথায় আইনানুগ ব্যবস্থা গ্রহণ করা হইবে। (292, 1090, 921, 1141)
